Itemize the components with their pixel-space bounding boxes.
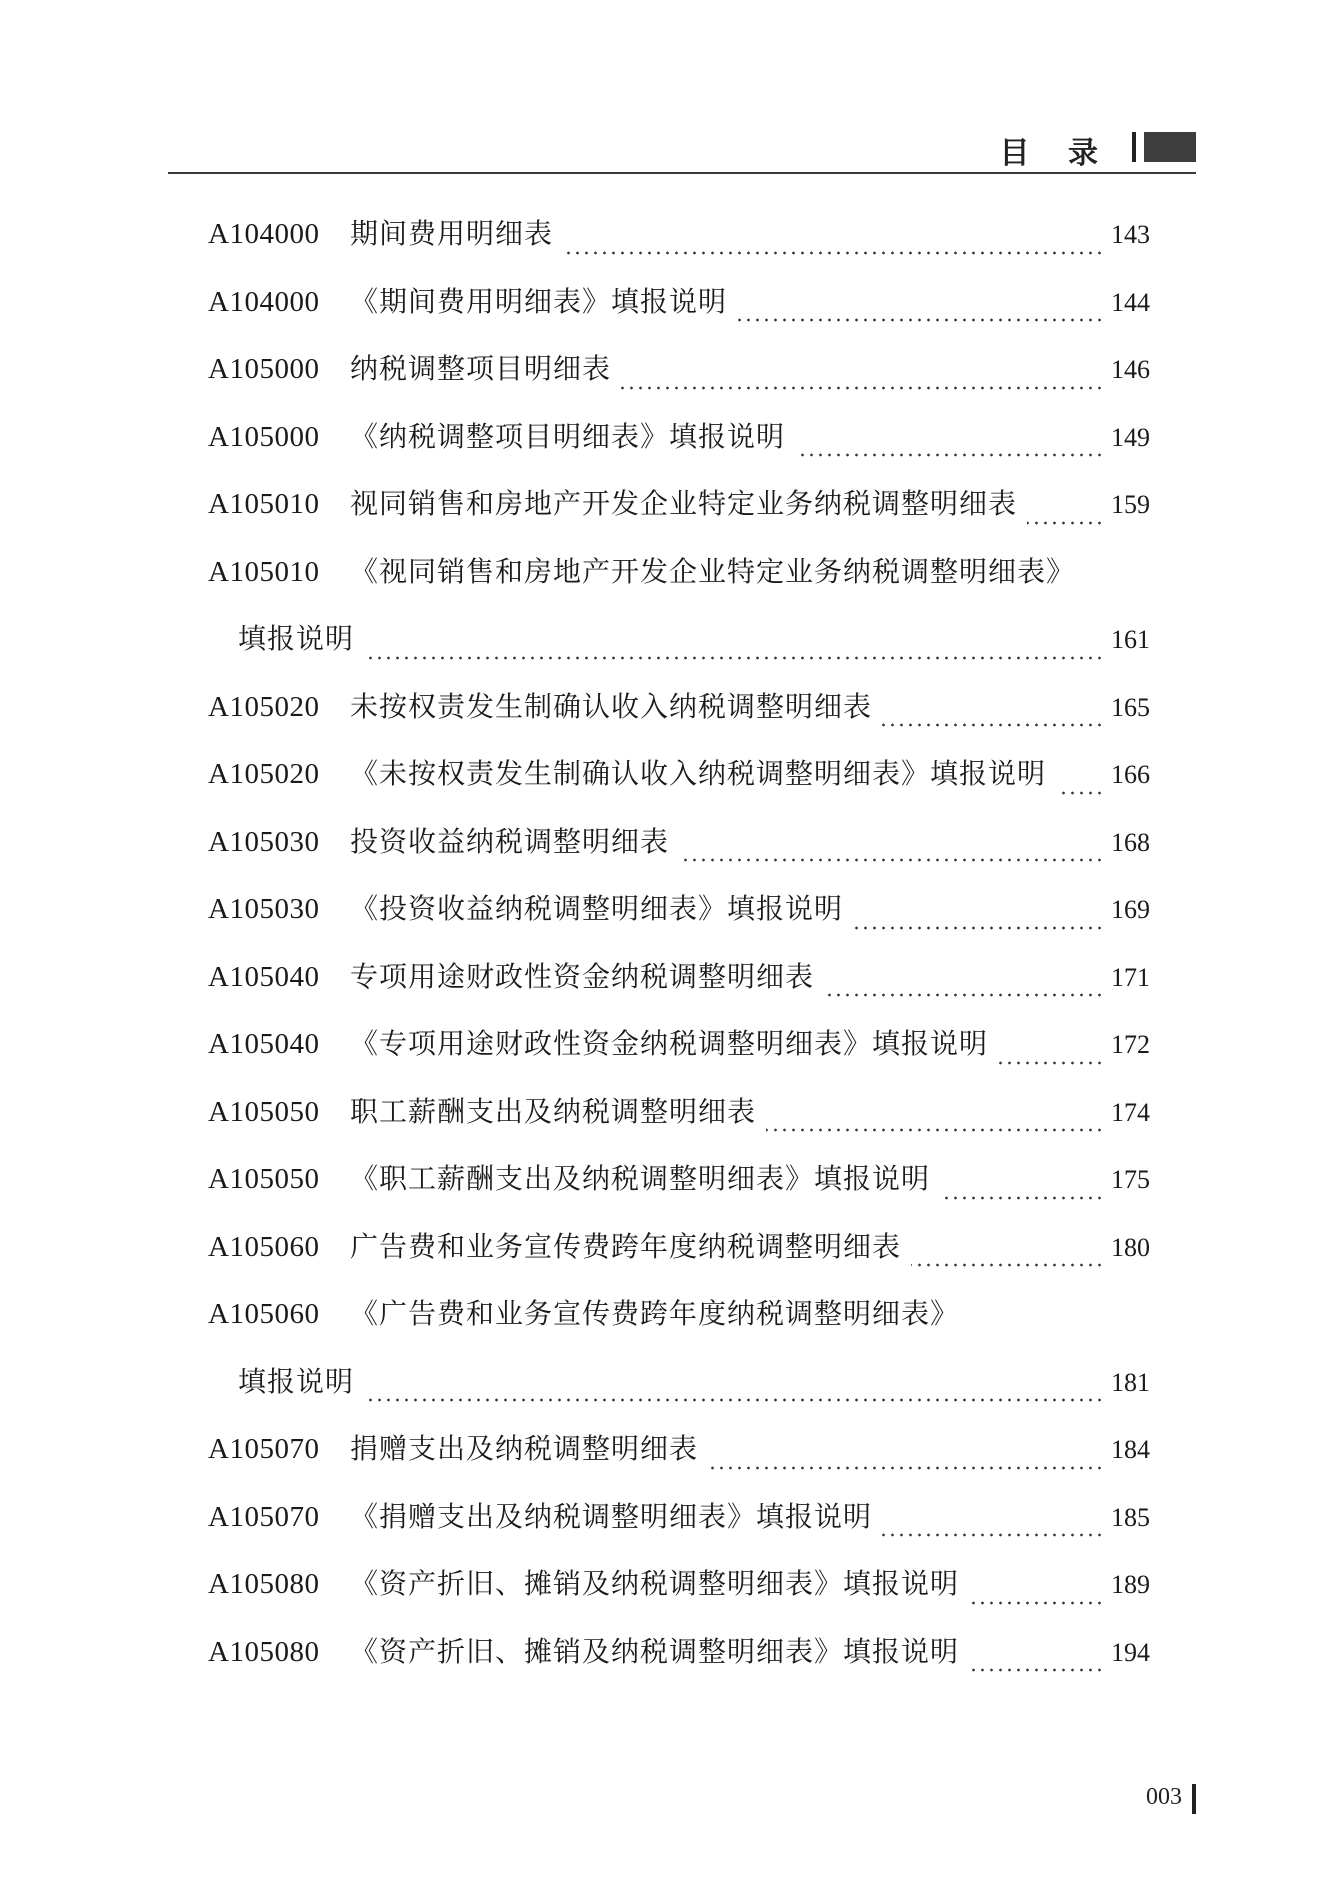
toc-entry-page: 174 xyxy=(1111,1097,1150,1127)
header-rule xyxy=(168,172,1196,174)
toc-entry[interactable] xyxy=(208,1159,1150,1227)
toc-entry-code: A105000 xyxy=(208,353,320,385)
toc-entry-page: 181 xyxy=(1111,1367,1150,1397)
toc-dot-leader xyxy=(737,318,1104,322)
toc-entry-title: 《职工薪酬支出及纳税调整明细表》填报说明 xyxy=(350,1162,931,1195)
toc-entry[interactable] xyxy=(208,417,1150,485)
toc-entry-title: 《资产折旧、摊销及纳税调整明细表》填报说明 xyxy=(350,1634,960,1668)
toc-entry[interactable] xyxy=(208,282,1150,350)
toc-dot-leader xyxy=(969,1331,1144,1335)
toc-entry-page: 161 xyxy=(1111,625,1150,654)
header-decorative-block xyxy=(1144,132,1196,162)
toc-dot-leader xyxy=(563,251,1104,255)
toc-entry-code: A105060 xyxy=(208,1230,320,1263)
toc-entry-page: 144 xyxy=(1111,287,1150,317)
toc-dot-leader xyxy=(998,1061,1104,1065)
toc-dot-leader xyxy=(795,453,1104,457)
toc-dot-leader xyxy=(766,1128,1104,1132)
toc-entry-title: 期间费用明细表 xyxy=(350,217,554,250)
toc-entry-page: 159 xyxy=(1111,490,1150,519)
page-number: 003 xyxy=(1146,1784,1182,1810)
toc-dot-leader xyxy=(679,858,1104,862)
toc-dot-leader xyxy=(882,723,1104,727)
toc-entry-title: 专项用途财政性资金纳税调整明细表 xyxy=(350,959,815,993)
toc-entry-page: 185 xyxy=(1111,1502,1150,1532)
toc-entry-title: 《投资收益纳税调整明细表》填报说明 xyxy=(350,892,844,925)
toc-entry-code: A105060 xyxy=(208,1298,320,1330)
toc-entry[interactable] xyxy=(208,1564,1150,1632)
toc-dot-leader xyxy=(364,656,1104,660)
toc-entry-code: A105050 xyxy=(208,1163,320,1195)
toc-entry-code: A105070 xyxy=(208,1433,320,1465)
toc-dot-leader xyxy=(882,1533,1104,1537)
toc-entry-page: 166 xyxy=(1111,760,1150,789)
footer-bar xyxy=(1192,1784,1196,1814)
toc-dot-leader xyxy=(853,926,1104,930)
toc-entry[interactable] xyxy=(208,1497,1150,1565)
toc-entry-page: 171 xyxy=(1111,962,1150,992)
toc-entry[interactable] xyxy=(208,552,1150,620)
toc-entry[interactable] xyxy=(208,1294,1150,1362)
toc-entry-code: A105010 xyxy=(208,488,320,520)
page-header xyxy=(168,124,1196,176)
toc-entry-title: 广告费和业务宣传费跨年度纳税调整明细表 xyxy=(350,1229,902,1263)
toc-entry-page: 194 xyxy=(1111,1637,1150,1667)
toc-entry-title: 填报说明 xyxy=(238,622,355,655)
toc-entry-code: A105050 xyxy=(208,1095,320,1128)
toc-entry-page: 149 xyxy=(1111,422,1150,452)
toc-entry-page: 143 xyxy=(1111,220,1150,249)
toc-entry-code: A105030 xyxy=(208,893,320,925)
toc-entry[interactable] xyxy=(208,1024,1150,1092)
toc-entry-page: 184 xyxy=(1111,1435,1150,1464)
toc-entry-page: 175 xyxy=(1111,1165,1150,1194)
toc-entry-page: 180 xyxy=(1111,1232,1150,1262)
toc-entry[interactable] xyxy=(208,889,1150,957)
toc-entry-code: A105070 xyxy=(208,1500,320,1533)
toc-entry[interactable] xyxy=(208,349,1150,417)
toc-entry-title: 《专项用途财政性资金纳税调整明细表》填报说明 xyxy=(350,1027,989,1060)
table-of-contents xyxy=(208,214,1150,1699)
toc-entry[interactable] xyxy=(208,1227,1150,1295)
toc-entry-title: 未按权责发生制确认收入纳税调整明细表 xyxy=(350,689,873,723)
toc-dot-leader xyxy=(364,1398,1104,1402)
toc-entry[interactable] xyxy=(208,214,1150,282)
toc-entry-code: A104000 xyxy=(208,218,320,250)
toc-dot-leader xyxy=(911,1263,1104,1267)
toc-dot-leader xyxy=(1056,791,1104,795)
toc-entry-page: 172 xyxy=(1111,1030,1150,1059)
toc-entry-page: 189 xyxy=(1111,1570,1150,1599)
toc-entry[interactable] xyxy=(208,1362,1150,1430)
toc-dot-leader xyxy=(969,1601,1104,1605)
toc-entry-title: 《捐赠支出及纳税调整明细表》填报说明 xyxy=(350,1499,873,1533)
toc-dot-leader xyxy=(824,993,1104,997)
header-divider-bar xyxy=(1132,132,1136,162)
toc-dot-leader xyxy=(969,1668,1104,1672)
toc-entry-title: 纳税调整项目明细表 xyxy=(350,352,612,385)
toc-entry-title: 《纳税调整项目明细表》填报说明 xyxy=(350,419,786,453)
toc-dot-leader xyxy=(621,386,1104,390)
toc-entry-page: 165 xyxy=(1111,692,1150,722)
toc-dot-leader xyxy=(1085,588,1144,592)
toc-entry-title: 投资收益纳税调整明细表 xyxy=(350,824,670,858)
toc-entry-title: 《未按权责发生制确认收入纳税调整明细表》填报说明 xyxy=(350,757,1047,790)
toc-entry[interactable] xyxy=(208,619,1150,687)
toc-entry-code: A105030 xyxy=(208,825,320,858)
toc-entry-code: A105010 xyxy=(208,555,320,588)
toc-entry-title: 《资产折旧、摊销及纳税调整明细表》填报说明 xyxy=(350,1567,960,1600)
toc-entry-title: 捐赠支出及纳税调整明细表 xyxy=(350,1432,699,1465)
toc-entry-title: 《期间费用明细表》填报说明 xyxy=(350,284,728,318)
toc-entry-page: 168 xyxy=(1111,827,1150,857)
toc-entry-page: 146 xyxy=(1111,355,1150,384)
toc-entry[interactable] xyxy=(208,484,1150,552)
toc-entry-title: 视同销售和房地产开发企业特定业务纳税调整明细表 xyxy=(350,487,1018,520)
toc-entry-page: 169 xyxy=(1111,895,1150,924)
page-title: 目 录 xyxy=(999,136,1112,171)
toc-entry-code: A105080 xyxy=(208,1635,320,1668)
toc-entry[interactable] xyxy=(208,1092,1150,1160)
toc-entry-code: A105020 xyxy=(208,690,320,723)
toc-entry[interactable] xyxy=(208,687,1150,755)
toc-entry-code: A105000 xyxy=(208,420,320,453)
toc-entry[interactable] xyxy=(208,754,1150,822)
toc-entry-code: A104000 xyxy=(208,285,320,318)
toc-entry-code: A105080 xyxy=(208,1568,320,1600)
toc-entry[interactable] xyxy=(208,822,1150,890)
toc-dot-leader xyxy=(708,1466,1104,1470)
toc-entry-title: 职工薪酬支出及纳税调整明细表 xyxy=(350,1094,757,1128)
toc-entry-title: 《广告费和业务宣传费跨年度纳税调整明细表》 xyxy=(350,1297,960,1330)
toc-entry-code: A105040 xyxy=(208,1028,320,1060)
toc-entry-code: A105040 xyxy=(208,960,320,993)
toc-entry[interactable] xyxy=(208,1429,1150,1497)
toc-entry-code: A105020 xyxy=(208,758,320,790)
toc-dot-leader xyxy=(940,1196,1104,1200)
toc-entry-title: 填报说明 xyxy=(238,1364,355,1398)
toc-dot-leader xyxy=(1027,521,1104,525)
toc-entry[interactable] xyxy=(208,1632,1150,1700)
toc-entry-title: 《视同销售和房地产开发企业特定业务纳税调整明细表》 xyxy=(350,554,1076,588)
toc-entry[interactable] xyxy=(208,957,1150,1025)
